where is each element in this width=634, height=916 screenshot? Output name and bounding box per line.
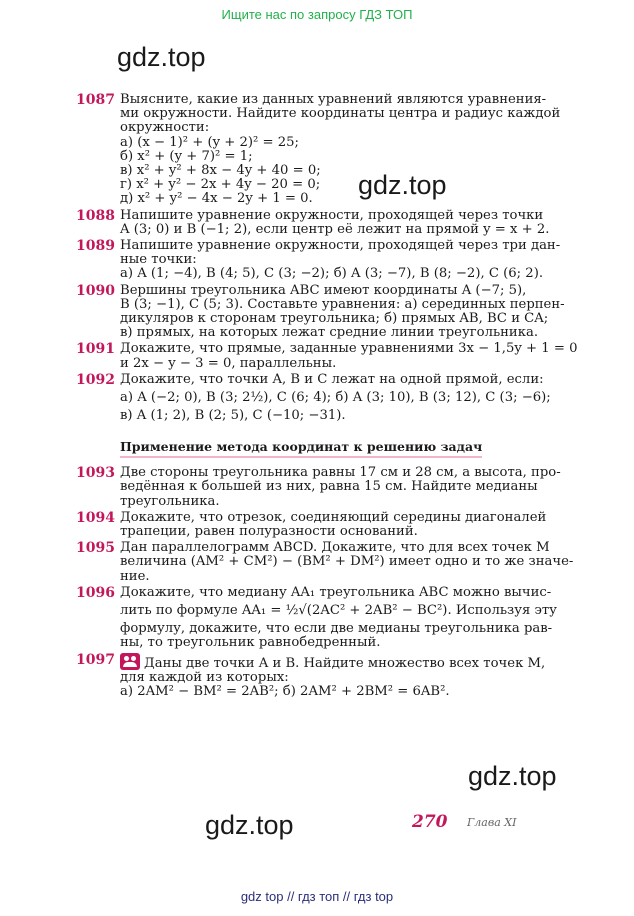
top-banner[interactable]: Ищите нас по запросу ГДЗ ТОП [221,7,413,22]
problem-text: Вершины треугольника ABC имеют координаты A (−7; 5), [120,282,527,298]
problem-text: ведённая к большей из них, равна 15 см. Найдите медианы [120,479,538,495]
problem-number: 1092 [76,371,115,388]
problem-1090 [76,284,588,341]
problem-1087 [76,93,588,207]
problem-number: 1090 [76,282,115,299]
problem-text: ны, то треугольник равнобедренный. [120,635,381,651]
problem-number: 1087 [76,92,115,108]
problem-text: трапеции, равен полуразности оснований. [120,524,418,540]
problem-text: а) 2AM² − BM² = 2AB²; б) 2AM² + 2BM² = 6AB². [120,683,450,699]
problem-text: в) A (1; 2), B (2; 5), C (−10; −31). [120,408,346,424]
problem-number: 1095 [76,540,115,557]
equation-item: в) x² + y² + 8x − 4y + 40 = 0; [120,163,321,179]
problem-text: B (3; −1), C (5; 3). Составьте уравнения: а) серединных перпен- [120,296,565,312]
problem-text: Напишите уравнение окружности, проходящей через три дан- [120,238,561,254]
problem-text: Даны две точки A и B. Найдите множество всех точек M, [144,655,546,671]
group-work-icon [120,653,140,670]
problem-number: 1093 [76,465,115,482]
problem-1091 [76,342,588,370]
problem-number: 1094 [76,509,115,526]
problem-1089 [76,239,588,282]
problem-1097 [76,653,588,700]
watermark: gdz.top [358,170,447,200]
problem-number: 1088 [76,207,115,224]
problem-text: в) прямых, на которых лежат средние линии треугольника. [120,325,539,341]
equation-item: д) x² + y² − 4x − 2y + 1 = 0. [120,191,313,207]
watermark: gdz.top [468,761,557,791]
problem-text: Дан параллелограмм ABCD. Докажите, что для всех точек M [120,540,550,556]
problem-text: треугольника. [120,493,220,509]
page-number: 270 [412,812,448,832]
footer-links[interactable]: gdz top // гдз топ // гдз top [240,889,394,904]
problem-number: 1089 [76,238,115,255]
problem-text: для каждой из которых: [120,669,289,685]
watermark: gdz.top [117,42,206,72]
chapter-label: Глава XI [467,816,517,829]
problem-number: 1097 [76,651,115,668]
problems-list [76,93,588,701]
problem-text: окружности: [120,120,210,136]
problem-text: Докажите, что точки A, B и C лежат на одной прямой, если: [120,371,544,387]
problem-text: и 2x − y − 3 = 0, параллельны. [120,355,337,371]
problem-number: 1091 [76,341,115,358]
watermark: gdz.top [205,810,294,840]
equation-item: б) x² + (y + 7)² = 1; [120,148,253,164]
problem-text: Докажите, что медиану AA₁ треугольника ABC можно вычис- [120,584,552,600]
section-heading: Применение метода координат к решению задач [120,439,482,458]
problem-text: Докажите, что прямые, заданные уравнениями 3x − 1,5y + 1 = 0 [120,341,578,357]
equation-item: г) x² + y² − 2x + 4y − 20 = 0; [120,177,321,193]
problem-1094 [76,511,588,539]
problem-text: Выясните, какие из данных уравнений являются уравнения- [120,92,547,107]
problem-text: ные точки: [120,252,197,268]
problem-1088 [76,209,588,237]
problem-text: дикуляров к сторонам треугольника; б) прямых AB, BC и CA; [120,311,549,327]
problem-text: Докажите, что отрезок, соединяющий середины диагоналей [120,509,547,525]
problem-number: 1096 [76,584,115,601]
problem-1093 [76,466,588,509]
problem-text: ние. [120,568,150,584]
problem-text: Напишите уравнение окружности, проходящей через точки [120,207,544,223]
problem-text: A (3; 0) и B (−1; 2), если центр её лежит на прямой y = x + 2. [120,221,550,237]
problem-text: лить по формуле AA₁ = ½√(2AC² + 2AB² − BC²). Используя эту [120,603,557,619]
problem-text: формулу, докажите, что если две медианы треугольника рав- [120,621,553,637]
problem-1095 [76,541,588,584]
problem-text: а) A (1; −4), B (4; 5), C (3; −2); б) A (3; −7), B (8; −2), C (6; 2). [120,266,544,282]
problem-1092 [76,373,588,423]
problem-1096 [76,586,588,651]
equation-item: а) (x − 1)² + (y + 2)² = 25; [120,134,299,150]
problem-text: а) A (−2; 0), B (3; 2½), C (6; 4); б) A (3; 10), B (3; 12), C (3; −6); [120,390,551,406]
problem-text: Две стороны треугольника равны 17 см и 28 см, а высота, про- [120,465,561,481]
problem-text: ми окружности. Найдите координаты центра и радиус каждой [120,106,561,122]
problem-text: величина (AM² + CM²) − (BM² + DM²) имеет одно и то же значе- [120,554,574,570]
